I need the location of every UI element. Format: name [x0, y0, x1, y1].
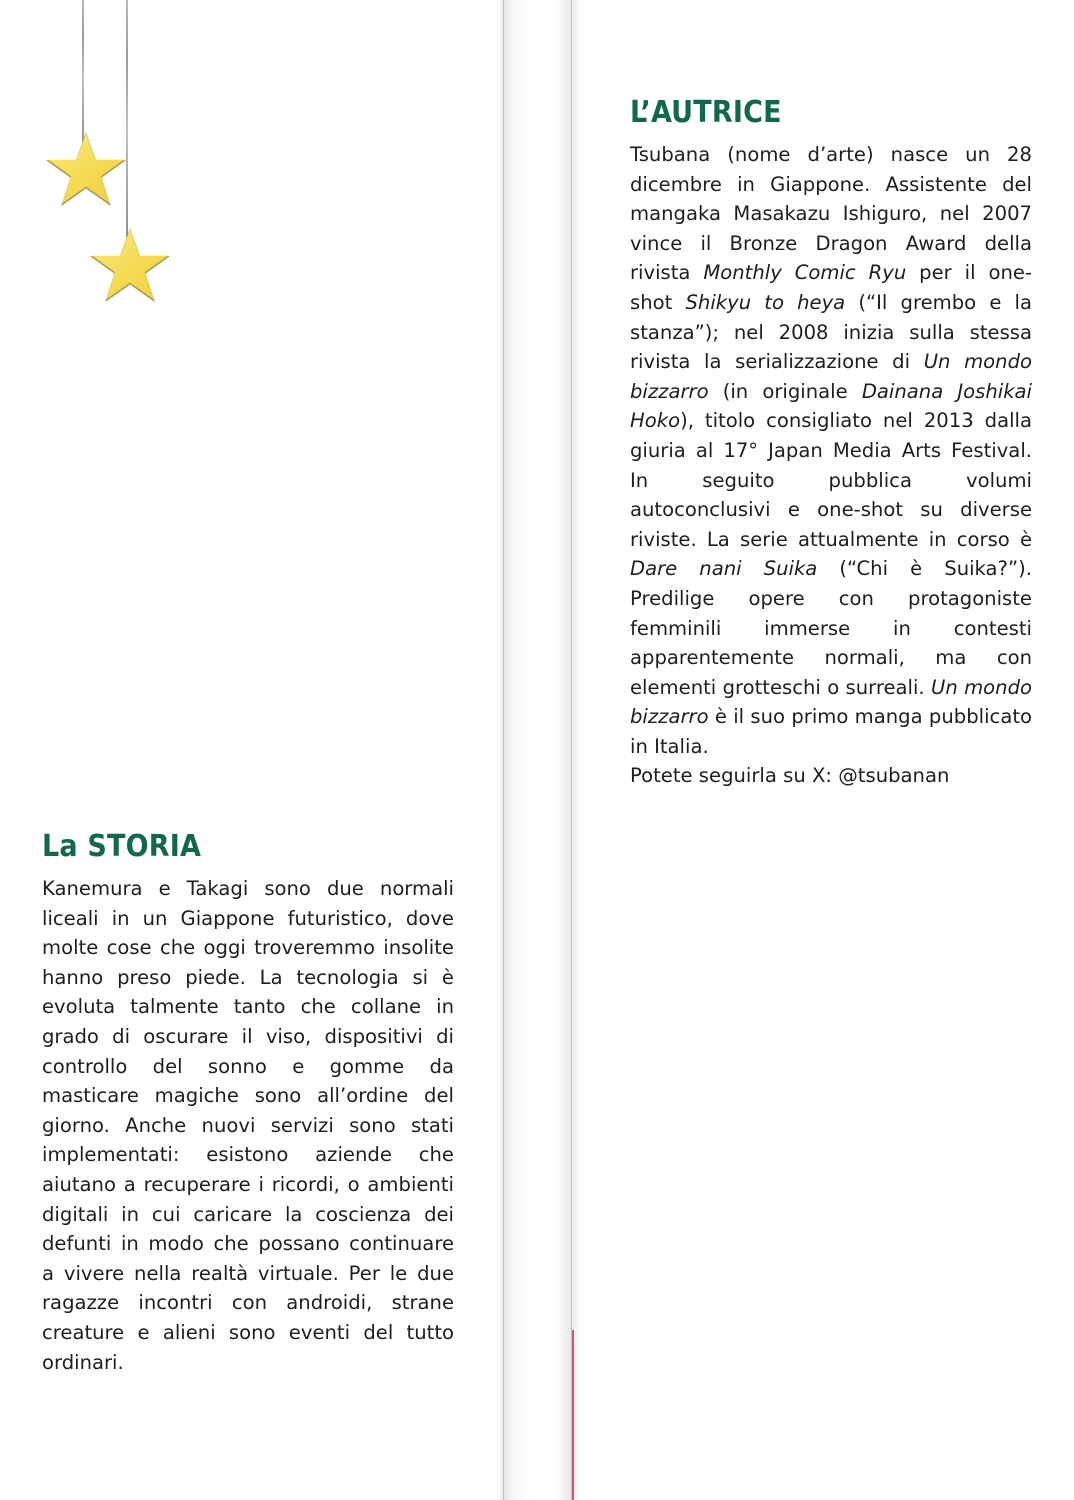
- star-string-right: [126, 0, 128, 237]
- autrice-text-4: (in originale: [708, 379, 862, 403]
- book-spine-gutter: [497, 0, 587, 1500]
- section-storia: [42, 829, 454, 1377]
- storia-heading-rest: STORIA: [87, 829, 202, 864]
- autrice-heading-lead: L’: [630, 95, 651, 130]
- autrice-text-6: (“Chi è Suika?”). Predilige opere con protagoniste femminili immerse in contesti apparentemente normali, ma con elementi grotteschi o surreali.: [630, 557, 1032, 699]
- storia-heading: [42, 829, 454, 864]
- autrice-social-line: Potete seguirla su X: @tsubanan: [630, 764, 950, 788]
- autrice-text-1: Tsubana (nome d’arte) nasce un 28 dicembre in Giappone. Assistente del mangaka Masakazu Ishiguro, nel 2007 vince il Bronze Dragon Award della rivista: [630, 143, 1032, 285]
- star-icon-1: [48, 133, 124, 207]
- star-string-left: [82, 0, 84, 142]
- autrice-text-2: per il one-shot: [630, 261, 1032, 314]
- autrice-italic-dare-nani-suika: Dare nani Suika: [630, 557, 818, 581]
- autrice-heading-rest: AUTRICE: [650, 95, 782, 130]
- autrice-paragraph: [630, 140, 1032, 761]
- autrice-heading: [630, 95, 1032, 130]
- spine-edge-left: [503, 0, 504, 1500]
- autrice-text-5: ), titolo consigliato nel 2013 dalla giuria al 17° Japan Media Arts Festival. In seguito pubblica volumi autoconclusivi e one-shot su diverse riviste. La serie attualmente in corso è: [630, 409, 1032, 551]
- autrice-text-7: è il suo primo manga pubblicato in Italia.: [630, 705, 1032, 758]
- autrice-italic-un-mondo-bizzarro-2: Un mondo bizzarro: [630, 675, 1033, 729]
- storia-paragraph: Kanemura e Takagi sono due normali liceali in un Giappone futuristico, dove molte cose che oggi troveremmo insolite hanno preso piede. La tecnologia si è evoluta talmente tanto che collane in grado di oscurare il viso, dispositivi di controllo del sonno e gomme da masticare magiche sono all’ordine del giorno. Anche nuovi servizi sono stati implementati: esistono aziende che aiutano a recuperare i ricordi, o ambienti digitali in cui caricare la coscienza dei defunti in modo che possano continuare a vivere nella realtà virtuale. Per le due ragazze incontri con androidi, strane creature e alieni sono eventi del tutto ordinari.: [42, 877, 454, 1374]
- spine-edge-right: [571, 0, 572, 1500]
- autrice-italic-un-mondo-bizzarro-1: Un mondo bizzarro: [630, 350, 1033, 403]
- spine-gradient: [497, 0, 587, 1500]
- star-icon-2: [92, 229, 168, 303]
- hanging-stars-ornament: [0, 0, 230, 330]
- autrice-italic-shikyu-to-heya: Shikyu to heya: [685, 290, 846, 314]
- storia-heading-lead: La: [42, 829, 88, 864]
- section-autrice: [630, 95, 1033, 791]
- autrice-text-3: (“Il grembo e la stanza”); nel 2008 inizia sulla stessa rivista la serializzazione di: [630, 290, 1032, 374]
- spine-red-accent-line: [572, 1330, 574, 1500]
- autrice-italic-dainana-joshikai-hoko: Dainana Joshikai Hoko: [630, 379, 1032, 433]
- autrice-italic-monthly-comic-ryu: Monthly Comic Ryu: [703, 261, 907, 285]
